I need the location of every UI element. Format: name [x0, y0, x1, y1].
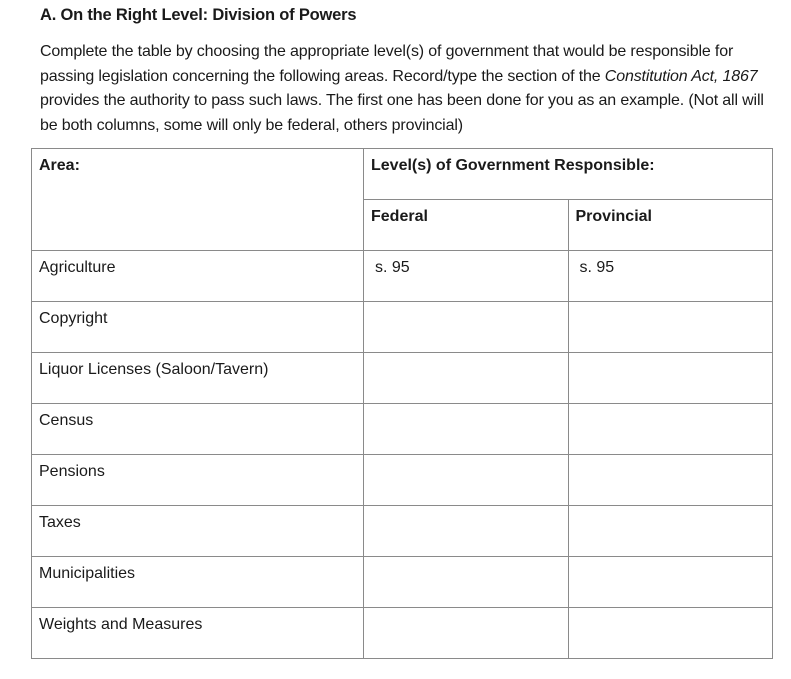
instructions-paragraph: [40, 40, 785, 138]
table-row: [32, 455, 773, 506]
federal-value: [371, 514, 375, 531]
provincial-cell[interactable]: [568, 353, 773, 404]
federal-cell[interactable]: [364, 404, 569, 455]
federal-value: s. 95: [375, 259, 410, 276]
federal-cell[interactable]: [364, 302, 569, 353]
area-cell: Weights and Measures: [32, 608, 364, 659]
provincial-value: [576, 310, 580, 327]
table-row: [32, 353, 773, 404]
provincial-value: [576, 361, 580, 378]
federal-cell[interactable]: [364, 251, 569, 302]
federal-cell[interactable]: [364, 557, 569, 608]
federal-cell[interactable]: [364, 608, 569, 659]
provincial-cell[interactable]: [568, 608, 773, 659]
provincial-cell[interactable]: [568, 404, 773, 455]
instructions-italic-act: Constitution Act, 1867: [604, 67, 758, 85]
provincial-cell[interactable]: [568, 302, 773, 353]
federal-value: [371, 412, 375, 429]
instructions-text-2: provides the authority to pass such laws. The first one has been done for you as an example. (Not all will be both columns, some will only be federal, others provincial): [40, 92, 764, 134]
provincial-header: Provincial: [568, 200, 773, 251]
provincial-value: [576, 463, 580, 480]
provincial-cell[interactable]: [568, 455, 773, 506]
area-cell: Taxes: [32, 506, 364, 557]
table-row: [32, 506, 773, 557]
table-row: [32, 608, 773, 659]
area-cell: Pensions: [32, 455, 364, 506]
federal-value: [371, 463, 375, 480]
provincial-cell[interactable]: [568, 506, 773, 557]
section-heading: A. On the Right Level: Division of Powers: [40, 6, 357, 24]
federal-header: Federal: [364, 200, 569, 251]
provincial-cell[interactable]: [568, 557, 773, 608]
table-row: [32, 557, 773, 608]
federal-value: [371, 616, 375, 633]
provincial-value: s. 95: [579, 259, 615, 276]
provincial-value: [576, 412, 580, 429]
provincial-value: [576, 565, 580, 582]
area-cell: Municipalities: [32, 557, 364, 608]
level-header: Level(s) of Government Responsible:: [364, 149, 773, 200]
area-cell: Census: [32, 404, 364, 455]
area-cell: Liquor Licenses (Saloon/Tavern): [32, 353, 364, 404]
federal-cell[interactable]: [364, 506, 569, 557]
provincial-cell[interactable]: [568, 251, 773, 302]
provincial-value: [576, 616, 580, 633]
area-cell: Agriculture: [32, 251, 364, 302]
federal-cell[interactable]: [364, 455, 569, 506]
federal-value: [371, 310, 375, 327]
table-row: [32, 251, 773, 302]
federal-cell[interactable]: [364, 353, 569, 404]
instructions-text-1: Complete the table by choosing the appropriate level(s) of government that would be responsible for passing legislation concerning the following areas. Record/type the section of the: [40, 43, 734, 85]
area-cell: Copyright: [32, 302, 364, 353]
table-row: [32, 404, 773, 455]
federal-value: [371, 361, 375, 378]
area-header: Area:: [32, 149, 364, 251]
table-row: [32, 302, 773, 353]
provincial-value: [576, 514, 580, 531]
header-row: [32, 149, 773, 200]
federal-value: [371, 565, 375, 582]
division-of-powers-table: [31, 148, 773, 659]
